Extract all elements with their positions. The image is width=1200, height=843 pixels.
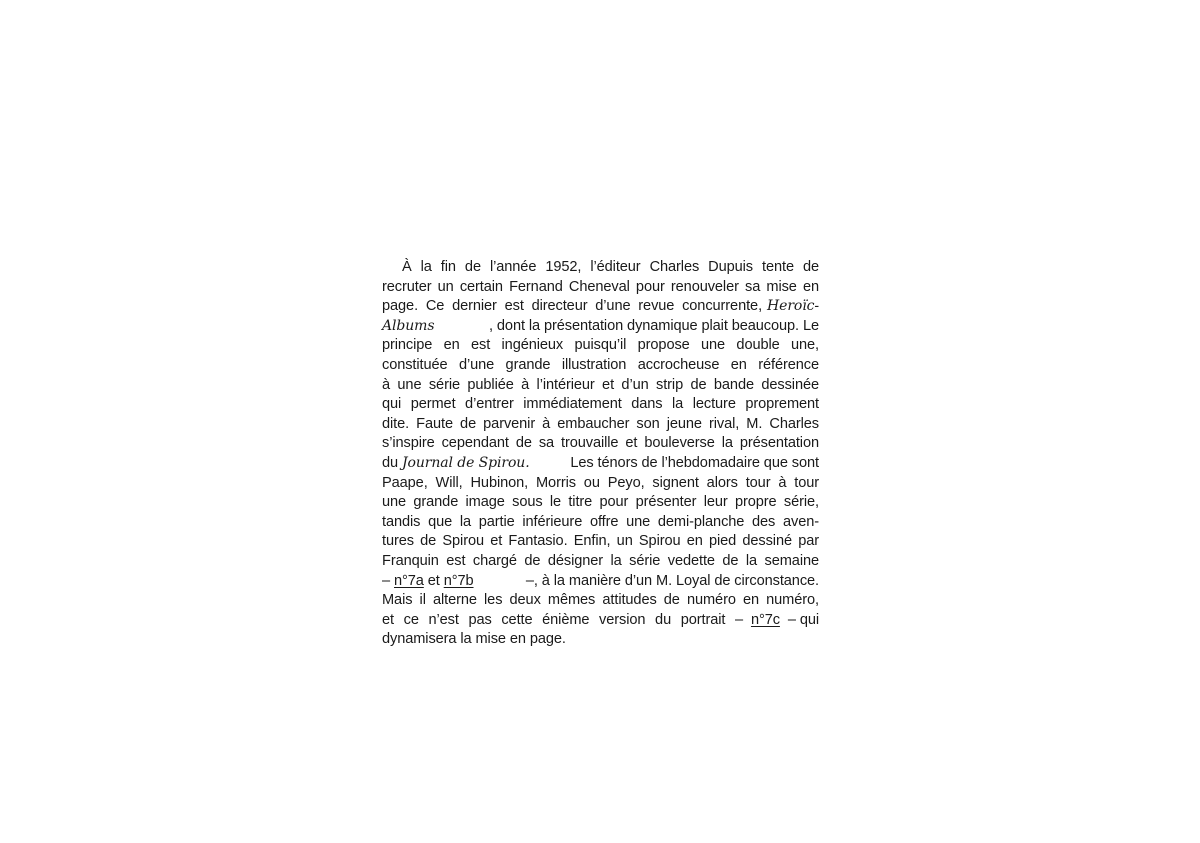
text-line xyxy=(382,493,819,513)
text-line xyxy=(382,474,819,494)
text-line xyxy=(382,356,819,376)
figure-ref-7b-link[interactable]: n°7b xyxy=(443,572,474,589)
text-line-content: à une série publiée à l’intérieur et d’un strip de bande dessinée xyxy=(382,376,819,393)
text-line xyxy=(382,611,819,631)
text-line xyxy=(382,278,819,298)
text-line xyxy=(382,376,819,396)
text-line-content: tandis que la partie inférieure offre une demi-planche des aven- xyxy=(382,513,819,530)
text-line xyxy=(382,630,819,650)
text-line-content: constituée d’une grande illustration accrocheuse en référence xyxy=(382,356,819,373)
text-line xyxy=(382,572,819,592)
text-line-content: – qui xyxy=(787,611,819,628)
text-line-content: dynamisera la mise en page. xyxy=(382,631,566,648)
text-line xyxy=(382,532,819,552)
text-line-content: tures de Spirou et Fantasio. Enfin, un Spirou en pied dessiné par xyxy=(382,533,819,550)
text-line xyxy=(382,395,819,415)
text-line xyxy=(382,454,819,474)
text-line xyxy=(382,336,819,356)
text-line-content: recruter un certain Fernand Cheneval pour renouveler sa mise en xyxy=(382,278,819,295)
dash: – xyxy=(382,572,391,589)
text-line xyxy=(382,258,819,278)
text-line-content: et ce n’est pas cette énième version du portrait – xyxy=(382,611,744,628)
text-line xyxy=(382,434,819,454)
text-line-content: dite. Faute de parvenir à embaucher son jeune rival, M. Charles xyxy=(382,415,819,432)
text-line xyxy=(382,552,819,572)
text-line-content: du xyxy=(382,454,399,471)
text-line-content: principe en est ingénieux puisqu’il propose une double une, xyxy=(382,337,819,354)
text-line xyxy=(382,297,819,317)
text-line-content: page. Ce dernier est directeur d’une revue concurrente, xyxy=(382,298,763,315)
italic-title-albums: Albums xyxy=(382,317,435,334)
text-line-content: , dont la présentation dynamique plait beaucoup. Le xyxy=(489,317,819,334)
figure-ref-7c-link[interactable]: n°7c xyxy=(750,611,780,628)
italic-title-journal: Journal de Spirou. xyxy=(402,454,530,471)
text-line-content: une grande image sous le titre pour présenter leur propre série, xyxy=(382,494,819,511)
text-line-content: Mais il alterne les deux mêmes attitudes de numéro en numéro, xyxy=(382,592,819,609)
italic-title-heroic: Heroïc- xyxy=(767,298,819,315)
body-paragraph xyxy=(382,258,819,650)
text-line-content: Franquin est chargé de désigner la série vedette de la semaine xyxy=(382,552,819,569)
text-line-content: À la fin de l’année 1952, l’éditeur Charles Dupuis tente de xyxy=(402,259,819,275)
text-line xyxy=(382,513,819,533)
text-line-content: Les ténors de l’hebdomadaire que sont xyxy=(570,454,819,471)
text-line-content: Paape, Will, Hubinon, Morris ou Peyo, signent alors tour à tour xyxy=(382,474,819,491)
conjunction: et xyxy=(427,572,440,589)
text-line-content: qui permet d’entrer immédiatement dans la lecture proprement xyxy=(382,396,819,413)
text-line xyxy=(382,317,819,337)
text-line-content: s’inspire cependant de sa trouvaille et bouleverse la présentation xyxy=(382,435,819,452)
text-line-content: –, à la manière d’un M. Loyal de circonstance. xyxy=(525,572,819,589)
figure-ref-7a-link[interactable]: n°7a xyxy=(394,572,424,589)
text-line xyxy=(382,591,819,611)
text-line xyxy=(382,415,819,435)
